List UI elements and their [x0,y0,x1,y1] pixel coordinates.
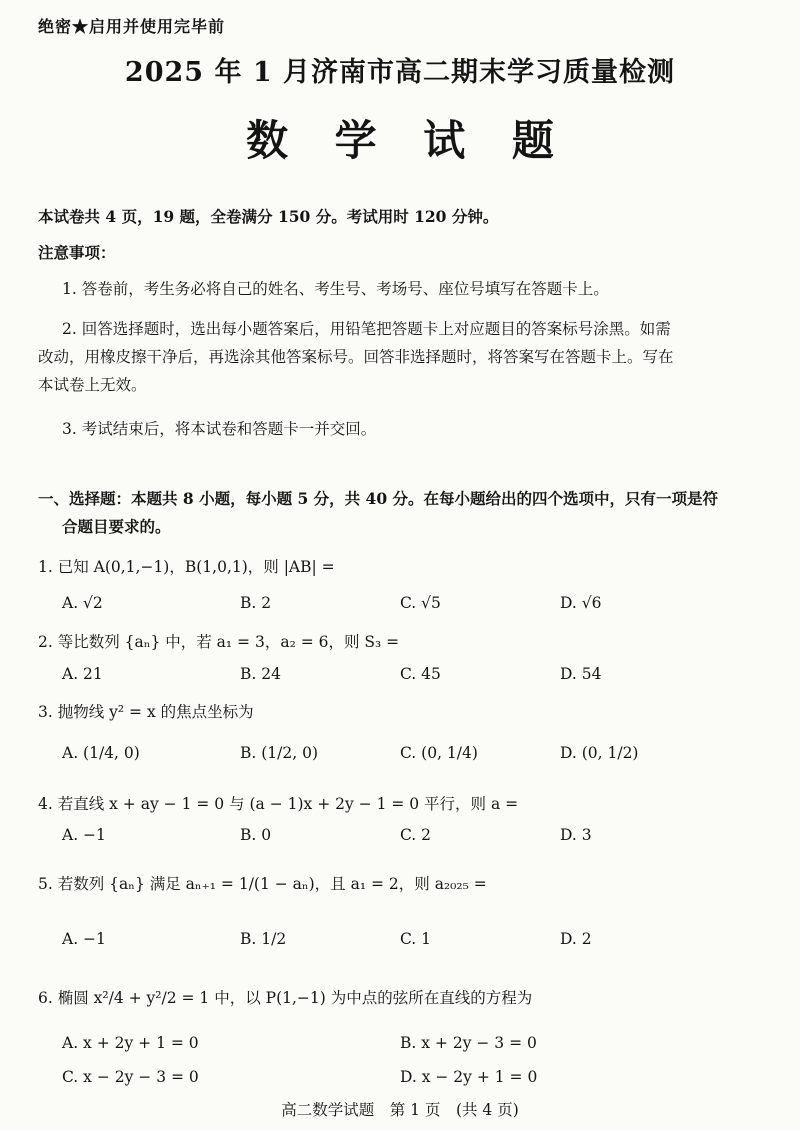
q2-option-a: A. 21 [62,665,103,683]
q4-option-d: D. 3 [560,826,592,844]
page-footer: 高二数学试题 第 1 页 (共 4 页) [281,1101,519,1119]
question-2-stem: 2. 等比数列 {aₙ} 中，若 a₁ = 3，a₂ = 6，则 S₃ = [38,633,400,651]
q2-option-d: D. 54 [560,665,602,683]
note-3: 3. 考试结束后，将本试卷和答题卡一并交回。 [62,420,377,438]
q5-option-a: A. −1 [62,930,106,948]
note-2-line-2: 改动，用橡皮擦干净后，再选涂其他答案标号。回答非选择题时，将答案写在答题卡上。写在 [38,348,674,366]
q3-option-c: C. (0, 1/4) [400,744,478,762]
note-2-line-3: 本试卷上无效。 [38,376,147,394]
q6-option-c: C. x − 2y − 3 = 0 [62,1068,199,1086]
q5-option-d: D. 2 [560,930,592,948]
question-1-stem: 1. 已知 A(0,1,−1)，B(1,0,1)，则 |AB| = [38,558,335,576]
note-1: 1. 答卷前，考生务必将自己的姓名、考生号、考场号、座位号填写在答题卡上。 [62,280,609,298]
q5-option-b: B. 1/2 [240,930,287,948]
q1-option-d: D. √6 [560,594,602,612]
q4-option-b: B. 0 [240,826,272,844]
q1-option-a: A. √2 [62,594,103,612]
notice-label: 注意事项： [38,243,116,262]
q2-option-c: C. 45 [400,665,441,683]
q3-option-a: A. (1/4, 0) [62,744,140,762]
q3-option-d: D. (0, 1/2) [560,744,639,762]
question-3-stem: 3. 抛物线 y² = x 的焦点坐标为 [38,703,254,721]
section-heading-line-1: 一、选择题：本题共 8 小题，每小题 5 分，共 40 分。在每小题给出的四个选项中，只有一项是符 [38,489,719,508]
q6-option-d: D. x − 2y + 1 = 0 [400,1068,538,1086]
exam-summary: 本试卷共 4 页，19 题，全卷满分 150 分。考试用时 120 分钟。 [38,207,499,226]
note-2-line-1: 2. 回答选择题时，选出每小题答案后，用铅笔把答题卡上对应题目的答案标号涂黑。如需 [62,320,671,338]
q5-option-c: C. 1 [400,930,432,948]
subject-title: 数 学 试 题 [246,116,570,165]
q4-option-a: A. −1 [62,826,106,844]
question-5-stem: 5. 若数列 {aₙ} 满足 aₙ₊₁ = 1/(1 − aₙ)，且 a₁ = 2，则 a₂₀₂₅ = [38,875,487,893]
exam-title: 2025 年 1 月济南市高二期末学习质量检测 [124,57,676,88]
confidential-mark: 绝密★启用并使用完毕前 [38,17,226,36]
q2-option-b: B. 24 [240,665,281,683]
q3-option-b: B. (1/2, 0) [240,744,318,762]
q6-option-b: B. x + 2y − 3 = 0 [400,1034,537,1052]
question-4-stem: 4. 若直线 x + ay − 1 = 0 与 (a − 1)x + 2y − 1 = 0 平行，则 a = [38,795,519,813]
q4-option-c: C. 2 [400,826,432,844]
q1-option-b: B. 2 [240,594,272,612]
section-heading-line-2: 合题目要求的。 [62,517,171,536]
q1-option-c: C. √5 [400,594,441,612]
question-6-stem: 6. 椭圆 x²/4 + y²/2 = 1 中，以 P(1,−1) 为中点的弦所在直线的方程为 [38,989,533,1007]
q6-option-a: A. x + 2y + 1 = 0 [62,1034,199,1052]
